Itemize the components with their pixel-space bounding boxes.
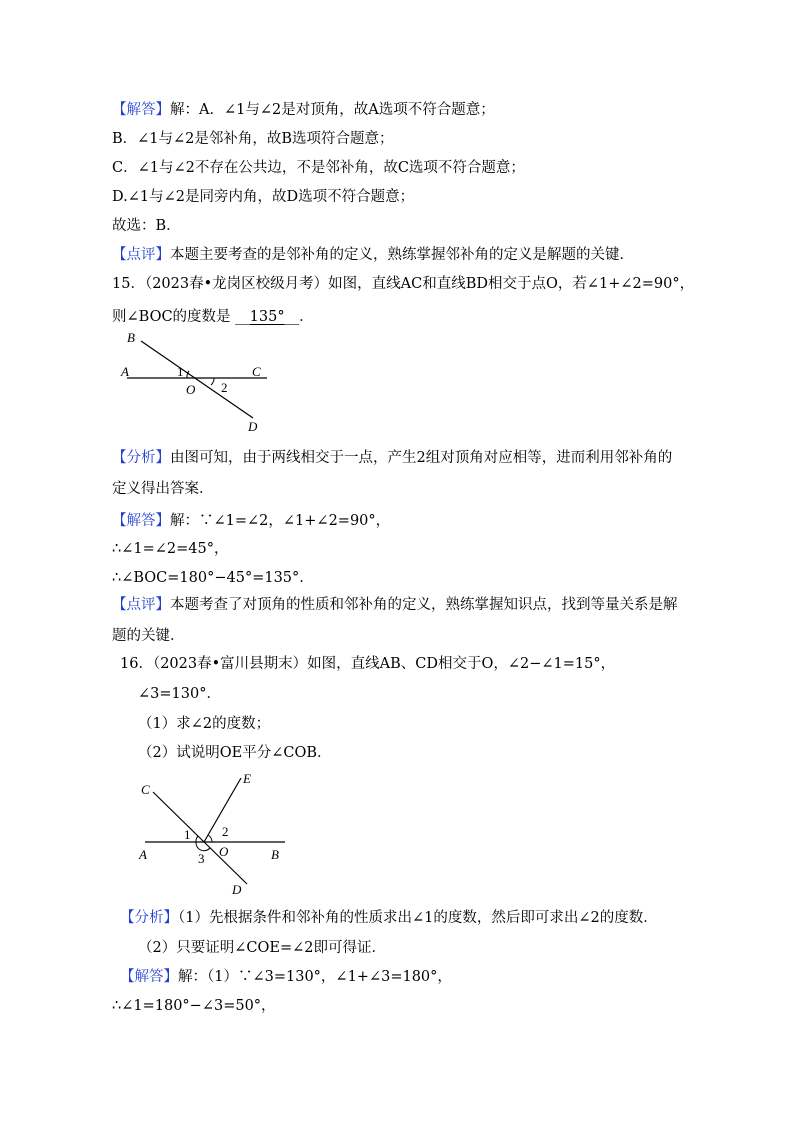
q16-label-angle-2: 2 <box>222 824 229 839</box>
q16-solution-line-1 <box>120 966 452 988</box>
q15-line-bd <box>141 341 253 418</box>
q16-part-2: （2）试说明OE平分∠COB． <box>138 745 332 761</box>
q15-question-line-1: 15．（2023春•龙岗区校级月考）如图，直线AC和直线BD相交于点O，若∠1+∠2=90°， <box>112 276 695 292</box>
answer-tag: 【解答】 <box>112 102 170 118</box>
q15-label-angle-1: 1 <box>177 364 184 379</box>
q16-question-line-1: 16．（2023春•富川县期末）如图，直线AB、CD相交于O，∠2−∠1=15°， <box>120 656 616 672</box>
q14-comment-line <box>112 244 634 266</box>
q16-solution-text-1: 解：（1）∵∠3=130°，∠1+∠3=180°， <box>178 969 452 985</box>
q15-solution-text-1: 解：∵∠1=∠2，∠1+∠2=90°， <box>170 513 391 529</box>
analysis-tag: 【分析】 <box>120 910 178 926</box>
q16-line-cd <box>153 792 247 884</box>
q14-solution-line-4: D.∠1与∠2是同旁内角，故D选项不符合题意； <box>112 189 415 205</box>
q15-label-angle-2: 2 <box>221 380 228 395</box>
q15-figure <box>115 328 295 438</box>
q15-solution-line-1 <box>112 510 390 532</box>
answer-tag: 【解答】 <box>120 969 178 985</box>
q15-comment-line-2: 题的关键． <box>112 628 185 644</box>
comment-tag: 【点评】 <box>112 597 170 613</box>
comment-tag: 【点评】 <box>112 247 170 263</box>
q16-part-1: （1）求∠2的度数； <box>138 716 271 732</box>
q16-figure <box>135 768 295 900</box>
q15-analysis-text: 由图可知，由于两线相交于一点，产生2组对顶角对应相等，进而利用邻补角的 <box>170 450 673 466</box>
analysis-tag: 【分析】 <box>112 450 170 466</box>
q16-analysis-line-1 <box>120 907 658 929</box>
q14-solution-line-1 <box>112 99 495 121</box>
q14-comment-text: 本题主要考查的是邻补角的定义，熟练掌握邻补角的定义是解题的关键． <box>170 247 634 263</box>
q15-solution-line-3: ∴∠BOC=180°−45°=135°． <box>112 570 314 586</box>
q16-angle-1-arc <box>196 836 198 842</box>
q15-label-c: C <box>252 364 261 379</box>
answer-tag: 【解答】 <box>112 513 170 529</box>
q15-label-b: B <box>127 330 135 345</box>
q15-label-o: O <box>186 382 196 397</box>
q15-analysis-line-2: 定义得出答案． <box>112 481 214 497</box>
q15-answer-value: 135° <box>249 309 285 325</box>
q16-label-b: B <box>271 847 279 862</box>
q16-solution-line-2: ∴∠1=180°−∠3=50°， <box>112 998 276 1014</box>
q15-comment-line-1 <box>112 594 678 616</box>
q14-solution-line-3: C．∠1与∠2不存在公共边，不是邻补角，故C选项不符合题意； <box>112 160 525 176</box>
q16-angle-2-arc <box>208 835 212 842</box>
q16-label-angle-3: 3 <box>198 851 205 866</box>
q15-label-d: D <box>248 419 258 434</box>
q16-analysis-text: （1）先根据条件和邻补角的性质求出∠1的度数，然后即可求出∠2的度数． <box>178 910 658 926</box>
q15-solution-line-2: ∴∠1=∠2=45°， <box>112 541 229 557</box>
q16-label-angle-1: 1 <box>184 827 191 842</box>
q16-label-e: E <box>243 771 251 786</box>
q15-analysis-line-1 <box>112 447 672 469</box>
q16-label-d: D <box>232 882 242 897</box>
q16-label-a: A <box>139 847 147 862</box>
q15-question-text: 则∠BOC的度数是 __ <box>112 309 250 325</box>
q15-label-a: A <box>121 364 129 379</box>
q14-solution-line-2: B．∠1与∠2是邻补角，故B选项符合题意； <box>112 131 394 147</box>
q15-question-line-2 <box>112 306 314 328</box>
q15-question-tail: __． <box>284 309 314 325</box>
q15-comment-text: 本题考查了对顶角的性质和邻补角的定义，熟练掌握知识点，找到等量关系是解 <box>170 597 678 613</box>
q16-label-o: O <box>219 844 229 859</box>
q15-angle-2-arc <box>211 378 214 385</box>
q14-solution-text-1: 解：A．∠1与∠2是对顶角，故A选项不符合题意； <box>170 102 495 118</box>
q16-label-c: C <box>141 782 150 797</box>
q14-solution-line-5: 故选：B． <box>112 218 181 234</box>
q16-analysis-line-2: （2）只要证明∠COE=∠2即可得证． <box>138 940 386 956</box>
q16-question-line-2: ∠3=130°． <box>138 686 221 702</box>
